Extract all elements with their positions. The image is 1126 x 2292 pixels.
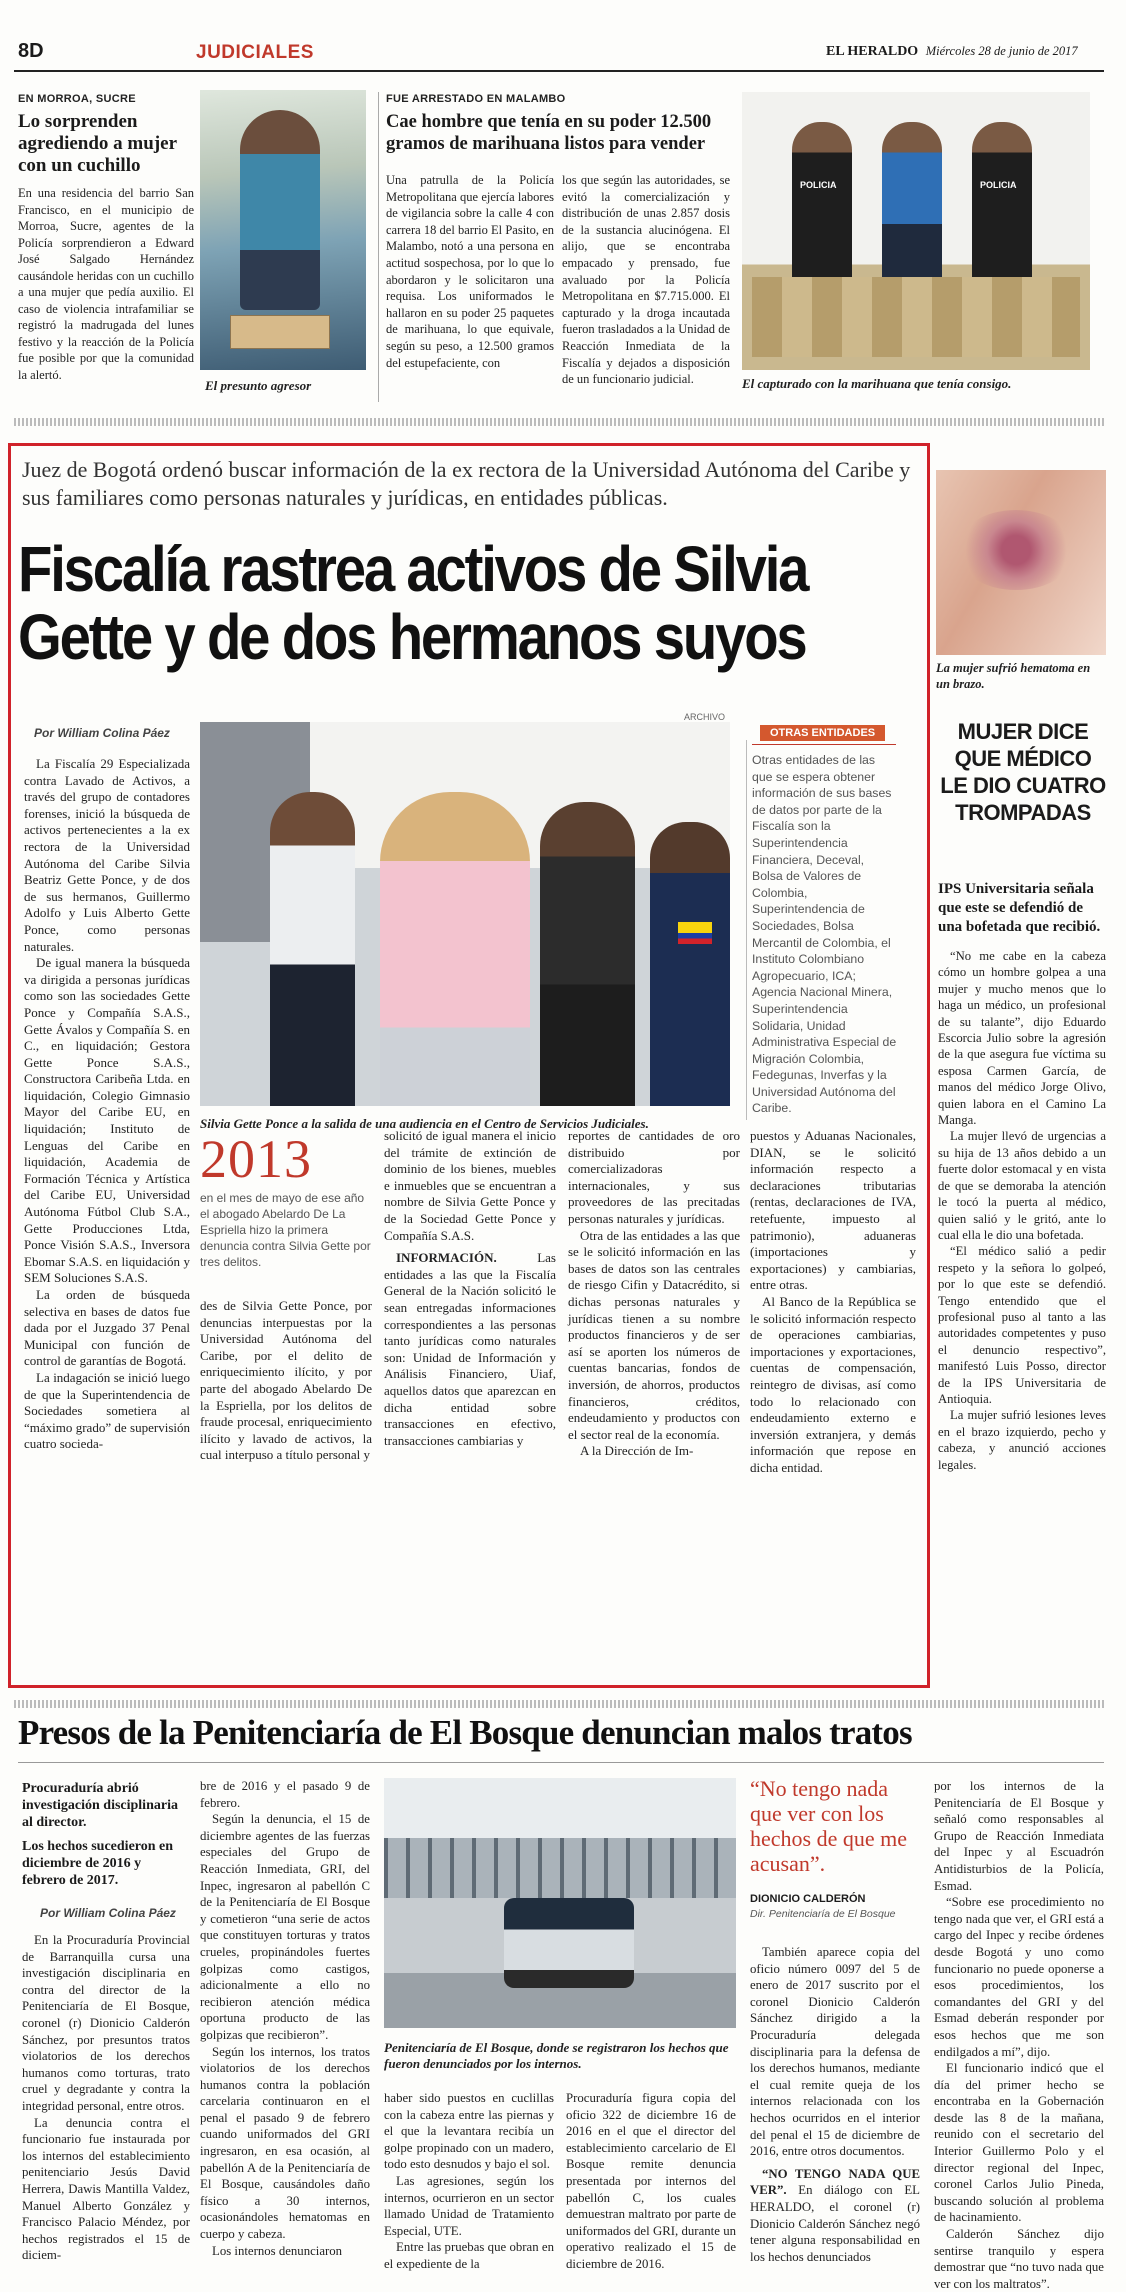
- brief2-title: Cae hombre que tenía en su poder 12.500 gramos de marihuana listos para vender: [386, 112, 712, 154]
- prison-wall: [384, 1838, 736, 1898]
- brief-divider: [378, 92, 379, 402]
- bottom-col5-p2-body: En diálogo con EL HERALDO, el coronel (r) Dionicio Calderón Sánchez negó tener alguna responsabilidad en los hechos denunciados: [750, 2183, 920, 2264]
- quote-name: DIONICIO CALDERÓN: [750, 1893, 866, 1905]
- section-divider-top: [14, 418, 1104, 426]
- right-p1: “No me cabe en la cabeza cómo un hombre golpea a una mujer y mucho menos que lo haga un médico, un profesional de su talante”, dijo Eduardo Escorcia Julio sobre la agresión de la que asegura fue víctima su esposa Carmen García, de manos del médico Jorge Olivo, quien labora en el Camino La Manga.: [938, 949, 1106, 1128]
- sidebar-box-rule: [752, 744, 896, 745]
- bottom-col5: [750, 1944, 920, 2265]
- bottom-col2-p4: Los internos denunciaron: [212, 2243, 343, 2258]
- marijuana-packages: [752, 277, 1080, 357]
- main-col5: [750, 1128, 916, 1476]
- vest-label-right: POLICIA: [980, 180, 1017, 190]
- main-col5-p1: puestos y Aduanas Nacionales, DIAN, se le solicitó información respecto a declaraciones tributarias (rentas, declaraciones de IVA, retefuente, impuesto al patrimonio), aduaneras (importaciones y exportaciones) y cambiarias, entre otras.: [750, 1128, 916, 1293]
- main-col1-p2: De igual manera la búsqueda va dirigida a personas jurídicas como son las sociedades Gette Ponce y Compañía S.A.S., Gette Ávalos y Compañía S. en C., en liquidación; Gestora Gette Ponce S.A.S., Constructora Caribeña Ltda. en liquidación, Colegio Gimnasio Mayor del Caribe EU, en liquidación; Instituto de Lenguas del Caribe en liquidación, Academia de Formación Técnica y Artística del Caribe EU, Universidad Autónoma Fútbol Club S.A., Gette Producciones Ltda, Ponce Visión S.A.S., Inversora Ebomar S.A.S. en liquidación y SEM Soluciones S.A.S.: [24, 955, 190, 1286]
- police-officer-photo: [650, 822, 730, 1106]
- prison-van: [504, 1898, 634, 1988]
- bruised-arm: [956, 510, 1076, 590]
- police-officer-right: [972, 122, 1032, 292]
- bottom-photo-caption: Penitenciaría de El Bosque, donde se registraron los hechos que fueron denunciados por los internos.: [384, 2040, 729, 2071]
- bottom-headline-rule: [18, 1762, 1104, 1763]
- main-byline: Por William Colina Páez: [34, 726, 170, 740]
- brief1-title: Lo sorprenden agrediendo a mujer con un cuchillo: [18, 111, 177, 176]
- big-year: 2013: [200, 1129, 312, 1189]
- main-col1-p1: La Fiscalía 29 Especializada contra Lavado de Activos, a través del grupo de contadores forenses, inició la búsqueda de activos pertenecientes a la ex rectora de la Universidad Autónoma del Caribe Silvia Beatriz Gette Ponce, y de dos de sus hermanos, Guillermo Adolfo y Luis Alberto Gette Ponce, como personas naturales.: [24, 756, 190, 954]
- archivo-credit: ARCHIVO: [684, 712, 726, 722]
- main-headline: Fiscalía rastrea activos de Silvia Gette y de dos hermanos suyos: [18, 533, 808, 673]
- main-col3-p2: [384, 1250, 556, 1449]
- bottom-summary-2: Los hechos sucedieron en diciembre de 2016 y febrero de 2017.: [22, 1839, 174, 1888]
- bottom-col3-p3: Entre las pruebas que obran en el expediente de la: [384, 2240, 554, 2271]
- bottom-col6-p4: Calderón Sánchez dijo sentirse tranquilo y espera demostrar que “no tuvo nada que ver con los maltratos”.: [934, 2227, 1104, 2291]
- bottom-headline: Presos de la Penitenciaría de El Bosque denuncian malos tratos: [18, 1713, 912, 1752]
- brief1-caption: El presunto agresor: [205, 378, 312, 393]
- bottom-col3: [384, 2090, 554, 2273]
- bottom-col6-p3: El funcionario indicó que el día del primer hecho se encontraba en la Gobernación desde las 8 de la mañana, reunido con el secretario del Interior Guillermo Polo y el director regional del Inpec, coronel Carlos Julio Pineda, buscando solución al problema de hacinamiento.: [934, 2061, 1104, 2225]
- brief2-kicker: FUE ARRESTADO EN MALAMBO: [386, 93, 566, 105]
- main-col3-p1: solicitó de igual manera el inicio del trámite de extinción de dominio de los bienes, muebles e inmuebles que se encuentran a nombre de Silvia Gette Ponce y de la Sociedad Gette Ponce y Compañía S.A.S.: [384, 1128, 556, 1243]
- bottom-col2-p1: bre de 2016 y el pasado 9 de febrero.: [200, 1779, 370, 1810]
- main-col4-p3: A la Dirección de Im-: [580, 1443, 694, 1459]
- main-col1: [24, 756, 190, 1453]
- man-right: [540, 802, 635, 1106]
- bottom-col6: [934, 1778, 1104, 2292]
- suspect-figure: [240, 110, 320, 310]
- sidebar-box-border: [746, 740, 747, 1120]
- right-p3: “El médico salió a pedir respeto y la señora lo golpeó, por lo que este se defendió. Tengo entendido que el profesional puso al tanto a las autoridades competentes y puso el denuncio respectivo”, manifestó Luis Posso, director de la IPS Universitaria de Antioquia.: [938, 1244, 1106, 1406]
- bottom-col3-p2: Las agresiones, según los internos, ocurrieron en un sector llamado Unidad de Tratamiento Especial, UTE.: [384, 2173, 554, 2238]
- right-headline: MUJER DICE QUE MÉDICO LE DIO CUATRO TROMPADAS: [940, 719, 1106, 825]
- bottom-col2-p2: Según la denuncia, el 15 de diciembre agentes de las fuerzas especiales del Grupo de Reacción Inmediata, GRI, del Inpec, ingresaron al pabellón C de la Penitenciaría de El Bosque y cometieron “una serie de actos que constituyen torturas y tratos crueles, propinándoles fuertes golpizas como castigos, adicionalmente a ello no recibieron atención médica oportuna producto de las golpizas que recibieron”.: [200, 1812, 370, 2042]
- bottom-col5-p1: También aparece copia del oficio número 0097 del 5 de enero de 2017 suscrito por el coronel Dionicio Calderón Sánchez dirigido a la Procuraduría delegada disciplinaria para la defensa de los derechos humanos, mediante el cual remite queja de los internos relacionada con los hechos ocurridos en el interior del penal el 15 de diciembre de 2016, entre otros documentos.: [750, 1945, 920, 2159]
- bottom-col4: Procuraduría figura copia del oficio 322 de diciembre 16 de 2016 en el que el director del establecimiento carcelario de El Bosque remite denuncia presentada por internos del pabellón C, los cuales demuestran maltrato por parte de uniformados del GRI, durante un operativo realizado el 15 de diciembre de 2016.: [566, 2091, 736, 2271]
- main-col1-p4: La indagación se inició luego de que la Superintendencia de Sociedades sometiera al “máximo grado” de supervisión cuatro socieda-: [24, 1369, 190, 1452]
- issue-date: Miércoles 28 de junio de 2017: [925, 44, 1078, 58]
- brief1-photo: [200, 90, 366, 370]
- main-deck: Juez de Bogotá ordenó buscar información de la ex rectora de la Universidad Autónoma del Caribe y sus familiares como personas naturales y jurídicas, en entidades públicas.: [22, 457, 911, 510]
- bottom-byline: Por William Colina Páez: [40, 1906, 176, 1920]
- section-divider-bottom: [14, 1700, 1104, 1708]
- masthead-paper: [826, 44, 1078, 60]
- main-col4: [568, 1128, 740, 1460]
- right-photo-caption: La mujer sufrió hematoma en un brazo.: [936, 661, 1091, 691]
- silvia-gette-figure: [380, 792, 530, 1106]
- brief2-caption: El capturado con la marihuana que tenía consigo.: [742, 376, 1012, 391]
- header-rule: [14, 70, 1104, 72]
- bottom-col5-lead: “NO TENGO NADA QUE VER”.: [750, 2166, 920, 2198]
- bottom-col3-p1: haber sido puestos en cuclillas con la cabeza entre las piernas y el que la levantara recibía un golpe propinado con un madero, todo esto desnudos y bajo el sol.: [384, 2091, 554, 2172]
- quote-role: Dir. Penitenciaría de El Bosque: [750, 1908, 896, 1920]
- brief2-col2: los que según las autoridades, se evitó la comercialización y distribución de unas 2.857 dosis de la sustancia alucinógena. El alijo, que se encontraba empacado y prensado, fue avaluado por la Policía Metropolitana en $7.715.000. El capturado y la droga incautada fueron trasladados a la Unidad de Reacción Inmediata de la Fiscalía y dejados a disposición de un funcionario judicial.: [562, 173, 730, 387]
- captured-man: [882, 122, 942, 292]
- main-col4-p2: Otra de las entidades a las que se le solicitó información en las bases de datos son las centrales de riesgo Cifin y Datacrédito, si dichas personas naturales y jurídicas tienen a su nombre productos financieros y de ser así se aporten los números de cuentas bancarias, fondos de inversión, de ahorros, productos financieros, créditos, endeudamiento y productos con el sector real de la economía.: [568, 1227, 740, 1442]
- flag-patch: [678, 922, 712, 944]
- bottom-col6-p2: “Sobre ese procedimiento no tengo nada que ver, el GRI está a cargo del Inpec y recibe órdenes desde Bogotá y uno como funcionario no puede oponerse a esos procedimientos, los comandantes del GRI y del Esmad deberán responder por esos hechos que me son endilgados a mí”, dijo.: [934, 1895, 1104, 2059]
- right-body: [938, 948, 1106, 1473]
- brief2-col1: Una patrulla de la Policía Metropolitana que ejercía labores de vigilancia sobre la calle 4 con carrera 18 del barrio El Pasito, en Malambo, notó a una persona en actitud sospechosa, por lo que lo abordaron y le solicitaron una requisa. Los uniformados le hallaron en su poder 25 paquetes de marihuana, lo que equivale, según su peso, a 12.500 gramos del estupefaciente, con: [386, 173, 554, 370]
- main-photo-caption: Silvia Gette Ponce a la salida de una audiencia en el Centro de Servicios Judiciales.: [200, 1116, 649, 1131]
- sidebar-box-text: Otras entidades de las que se espera obtener información de sus bases de datos por parte de la Fiscalía son la Superintendencia Financiera, Deceval, Bolsa de Valores de Colombia, Superintendencia de Sociedades, Bolsa Mercantil de Colombia, el Instituto Colombiano Agropecuario, ICA; Agencia Nacional Minera, Superintendencia Solidaria, Unidad Administrativa Especial de Migración Colombia, Fedegunas, Inverfas y la Universidad Autónoma del Caribe.: [752, 753, 897, 1116]
- main-col3-p2-body: Las entidades a las que la Fiscalía General de la Nación solicitó le sean entregadas informaciones correspondientes a las personas tanto jurídicas como naturales son: Unidad de Información y Análisis Financiero, Uiaf, aquellos datos que aparezcan en dicha entidad sobre transacciones en efectivo, transacciones cambiarias y: [384, 1250, 556, 1448]
- bottom-col1-p2: La denuncia contra el funcionario fue instaurada por los internos del establecimiento penitenciario Jesús David Herrera, Dawis Mantilla Valdez, Manuel Alberto González y Francisco Palacio Méndez, por hechos registrados el 15 de diciem-: [22, 2115, 190, 2263]
- bottom-col5-p2: [750, 2166, 920, 2266]
- bottom-photo: [384, 1778, 736, 2028]
- brief1-kicker: EN MORROA, SUCRE: [18, 93, 136, 105]
- police-officer-left: [792, 122, 852, 292]
- bottom-summary-1: Procuraduría abrió investigación disciplinaria al director.: [22, 1781, 178, 1830]
- page-number: 8D: [18, 40, 44, 62]
- brief2-photo: [742, 92, 1090, 370]
- year-note: en el mes de mayo de ese año el abogado Abelardo De La Espriella hizo la primera denuncia contra Silvia Gette por tres delitos.: [200, 1191, 371, 1269]
- main-col3-lead: INFORMACIÓN.: [396, 1250, 497, 1266]
- pull-quote: “No tengo nada que ver con los hechos de que me acusan”.: [750, 1776, 907, 1876]
- right-p2: La mujer llevó de urgencias a su hija de 13 años debido a un fuerte dolor estomacal y en vista de que se demoraba la atención le tocó la puerta al médico, quien salió y le gritó, ante lo cual ella le dio una bofetada.: [938, 1129, 1106, 1242]
- bottom-col1-p1: En la Procuraduría Provincial de Barranquilla cursa una investigación disciplinaria en contra del director de la Penitenciaría de El Bosque, coronel (r) Dionicio Calderón Sánchez, por presuntos tratos violatorios de los derechos humanos como torturas, trato cruel y degradante y contra la integridad personal, entre otros.: [22, 1933, 190, 2113]
- brief1-body: En una residencia del barrio San Francisco, en el municipio de Morroa, Sucre, agentes de la Policía sorprendieron a Edward José Salgado Hernández causándole heridas con un cuchillo a una mujer que pedía auxilio. El caso de violencia intrafamiliar se registró la madrugada del lunes festivo y la reacción de la Policía fue posible por que la comunidad la alertó.: [18, 186, 194, 382]
- right-photo: [936, 470, 1106, 655]
- paper-name: EL HERALDO: [826, 44, 919, 59]
- main-col2b: des de Silvia Gette Ponce, por denuncias interpuestas por la Universidad Autónoma del Caribe, por el delito de enriquecimiento ilícito, y por parte del abogado Abelardo De la Espriella, por los delitos de fraude procesal, enriquecimiento ilícito y lavado de activos, la cual interpuso a título personal y: [200, 1298, 372, 1463]
- man-left: [270, 792, 355, 1106]
- section-title: JUDICIALES: [196, 42, 314, 63]
- main-col5-p2: Al Banco de la República se le solicitó información respecto de operaciones cambiarias, importaciones y exportaciones, cuentas de compensación, reintegro de divisas, así como todo lo relacionado con endeudamiento externo e inversión extranjera, y demás información que repose en dicha entidad.: [750, 1293, 916, 1475]
- sidebar-tag: OTRAS ENTIDADES: [760, 725, 885, 741]
- right-p4: La mujer sufrió lesiones leves en el brazo izquierdo, pecho y cabeza, y anunció acciones legales.: [938, 1408, 1106, 1472]
- bottom-col2-p3: Según los internos, los tratos violatorios de los derechos humanos contra la población carcelaria continuaron en el penal el pasado 9 de febrero cuando uniformados del GRI ingresaron, en esa ocasión, al pabellón A de la Penitenciaría de El Bosque, causándoles daño físico a 30 internos, ocasionándoles hematomas en cuerpo y cabeza.: [200, 2044, 370, 2242]
- main-col3: [384, 1128, 556, 1449]
- vest-label-left: POLICIA: [800, 180, 837, 190]
- main-photo: [200, 722, 730, 1106]
- bottom-col2: [200, 1778, 370, 2259]
- bottom-col6-p1: por los internos de la Penitenciaría de El Bosque y señaló como responsables al Grupo de Reacción Inmediata del Inpec y al Escuadrón Antidisturbios de la Policía, Esmad.: [934, 1779, 1104, 1893]
- main-col1-p3: La orden de búsqueda selectiva en bases de datos fue dada por el Juzgado 37 Penal Municipal con función de control de garantías de Bogotá.: [24, 1287, 190, 1369]
- bottom-col1: [22, 1932, 190, 2264]
- evidence-package: [230, 315, 330, 349]
- right-deck: IPS Universitaria señala que este se defendió de una bofetada que recibió.: [938, 881, 1101, 935]
- main-col4-p1: reportes de cantidades de oro distribuido por comercializadoras internacionales, y sus proveedores de las precitadas personas naturales y jurídicas.: [568, 1128, 740, 1226]
